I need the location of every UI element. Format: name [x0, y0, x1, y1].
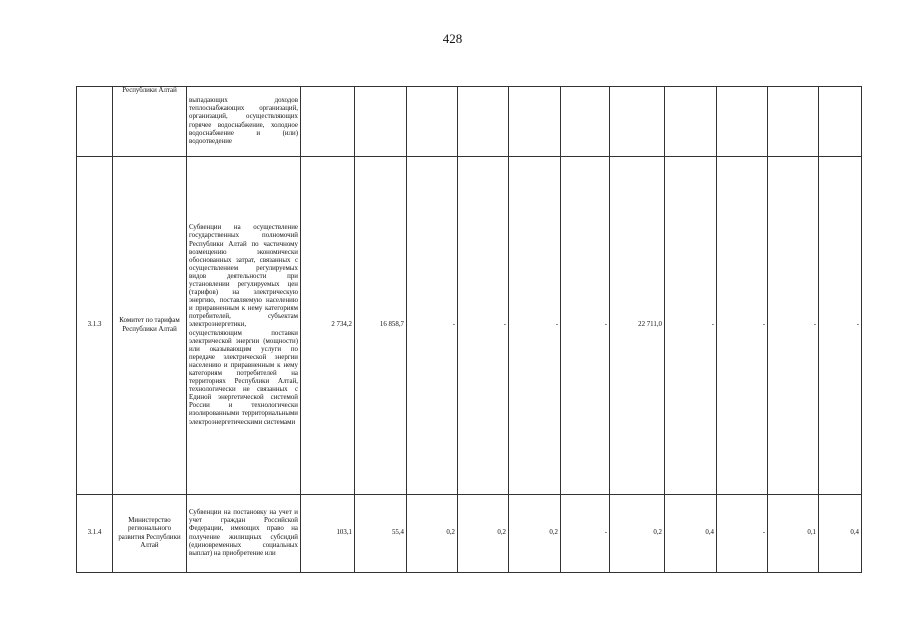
value-cell: - — [819, 157, 862, 495]
value-cell: - — [561, 157, 610, 495]
value-cell: - — [458, 157, 509, 495]
value-cell: 0,2 — [610, 495, 665, 573]
table-row — [77, 157, 862, 495]
value-cell: - — [768, 157, 819, 495]
row-number: 3.1.3 — [77, 157, 113, 495]
description-cell: выпадающих доходов теплоснабжающих организаций, организаций, осуществляющих горячее водоснабжение, холодное водоснабжение и (или) водоотведение — [187, 87, 301, 157]
value-cell — [458, 87, 509, 157]
value-cell — [819, 87, 862, 157]
value-cell: 0,4 — [665, 495, 717, 573]
value-cell — [355, 87, 407, 157]
value-cell: 22 711,0 — [610, 157, 665, 495]
description-cell: Субвенции на осуществление государственных полномочий Республики Алтай по частичному возмещению экономически обоснованных затрат, связанных с осуществлением регулируемых видов деятельности при установлении регулируемых цен (тарифов) на электрическую энергию, поставляемую населению и приравненным к нему категориям потребителей, субъектам электроэнергетики, осуществляющим поставки электрической энергии (мощности) или оказывающим услуги по передаче электрической энергии населению и приравненным к нему категориям потребителей на территориях Республики Алтай, технологически не связанных с Единой энергетической системой России и технологически изолированными территориальными электроэнергетическими системами — [187, 157, 301, 495]
row-number: 3.1.4 — [77, 495, 113, 573]
value-cell — [768, 87, 819, 157]
value-cell: - — [665, 157, 717, 495]
value-cell — [610, 87, 665, 157]
value-cell — [301, 87, 355, 157]
executor-cell: Комитет по тарифам Республики Алтай — [113, 157, 187, 495]
value-cell: - — [509, 157, 561, 495]
value-cell: 0,1 — [768, 495, 819, 573]
value-cell: - — [717, 157, 768, 495]
value-cell: 0,2 — [458, 495, 509, 573]
value-cell: 16 858,7 — [355, 157, 407, 495]
value-cell: 0,2 — [509, 495, 561, 573]
row-number — [77, 87, 113, 157]
page-number: 428 — [442, 31, 463, 46]
value-cell: 0,2 — [407, 495, 458, 573]
budget-table — [76, 86, 862, 573]
value-cell — [717, 87, 768, 157]
value-cell: 55,4 — [355, 495, 407, 573]
value-cell: - — [717, 495, 768, 573]
value-cell — [407, 87, 458, 157]
value-cell: 2 734,2 — [301, 157, 355, 495]
description-cell: Субвенции на постановку на учет и учет граждан Российской Федерации, имеющих право на получение жилищных субсидий (единовременных социальных выплат) на приобретение или — [187, 495, 301, 573]
executor-cell: Министерство регионального развития Республики Алтай — [113, 495, 187, 573]
value-cell — [509, 87, 561, 157]
table-row — [77, 495, 862, 573]
value-cell: - — [407, 157, 458, 495]
table-row — [77, 87, 862, 157]
value-cell: 0,4 — [819, 495, 862, 573]
executor-cell: Республики Алтай — [113, 87, 187, 157]
value-cell: 103,1 — [301, 495, 355, 573]
value-cell — [561, 87, 610, 157]
value-cell — [665, 87, 717, 157]
value-cell: - — [561, 495, 610, 573]
